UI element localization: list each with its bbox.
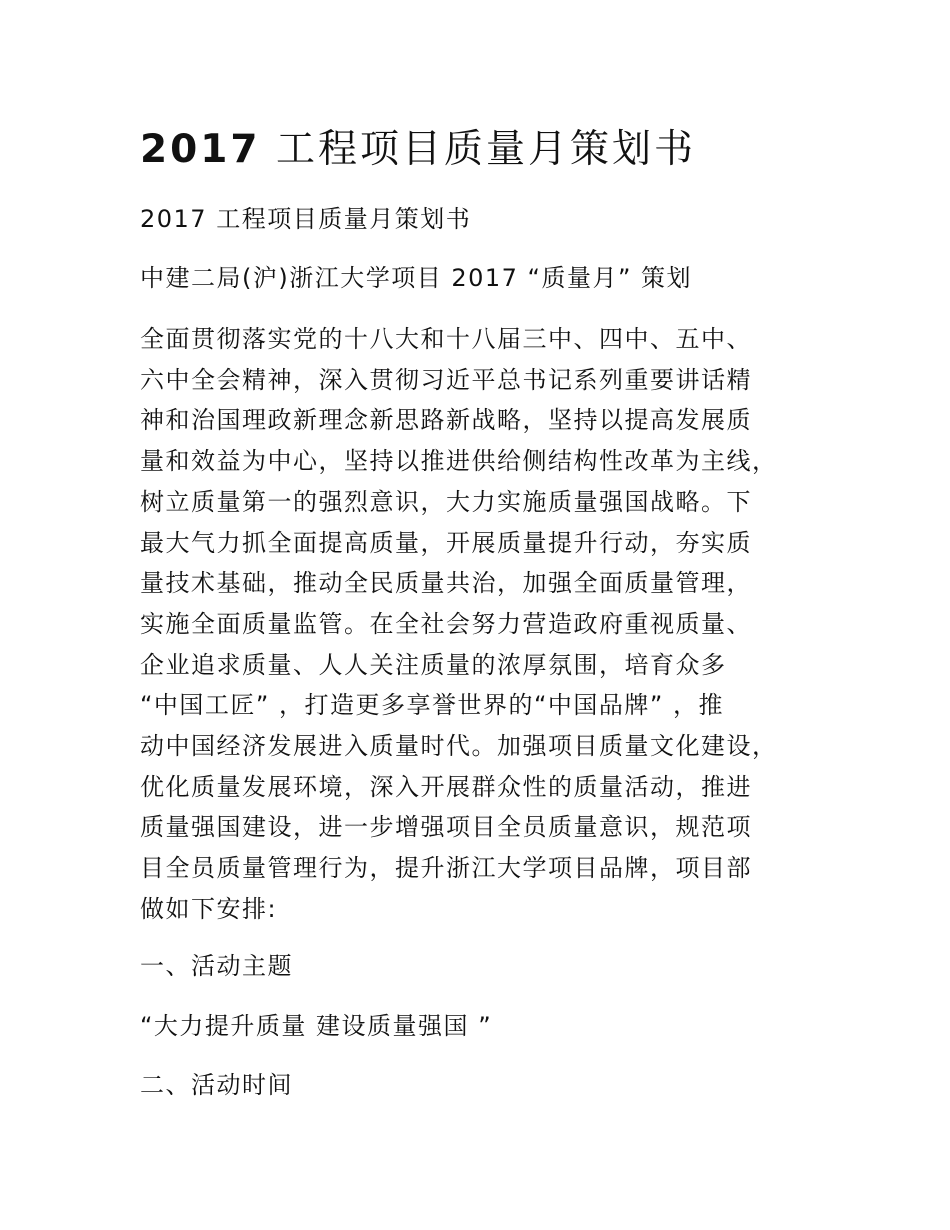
intro-line: “中国工匠” ，打造更多享誉世界的“中国品牌” ，推: [140, 691, 724, 720]
intro-line: 树立质量第一的强烈意识，大力实施质量强国战略。下: [140, 487, 752, 516]
document-subtitle: 2017 工程项目质量月策划书: [140, 205, 472, 233]
activity-theme-text: “大力提升质量 建设质量强国 ”: [140, 1012, 493, 1040]
intro-line: 六中全会精神，深入贯彻习近平总书记系列重要讲话精: [140, 365, 752, 394]
intro-line: 质量强国建设，进一步增强项目全员质量意识，规范项: [140, 813, 752, 842]
title-text: 工程项目质量月策划书: [275, 127, 696, 172]
project-line: 中建二局(沪)浙江大学项目 2017 “质量月” 策划: [140, 264, 693, 292]
intro-line: 企业追求质量、人人关注质量的浓厚氛围，培育众多: [140, 650, 727, 679]
intro-line: 目全员质量管理行为，提升浙江大学项目品牌，项目部: [140, 854, 752, 883]
section-heading-theme: 一、活动主题: [140, 952, 293, 980]
section-heading-time: 二、活动时间: [140, 1071, 293, 1099]
intro-line: 动中国经济发展进入质量时代。加强项目质量文化建设，: [140, 732, 778, 761]
intro-line: 实施全面质量监管。在全社会努力营造政府重视质量、: [140, 609, 752, 638]
intro-line: 做如下安排:: [140, 894, 278, 923]
intro-line: 最大气力抓全面提高质量，开展质量提升行动，夯实质: [140, 528, 752, 557]
title-year: 2017: [140, 127, 261, 172]
document-title: [140, 122, 696, 178]
intro-line: 优化质量发展环境，深入开展群众性的质量活动，推进: [140, 772, 752, 801]
intro-line: 量技术基础，推动全民质量共治，加强全面质量管理，: [140, 569, 752, 598]
intro-paragraph: [140, 319, 820, 930]
intro-line: 量和效益为中心，坚持以推进供给侧结构性改革为主线，: [140, 447, 778, 476]
intro-line: 全面贯彻落实党的十八大和十八届三中、四中、五中、: [140, 325, 752, 353]
intro-line: 神和治国理政新理念新思路新战略，坚持以提高发展质: [140, 406, 752, 435]
